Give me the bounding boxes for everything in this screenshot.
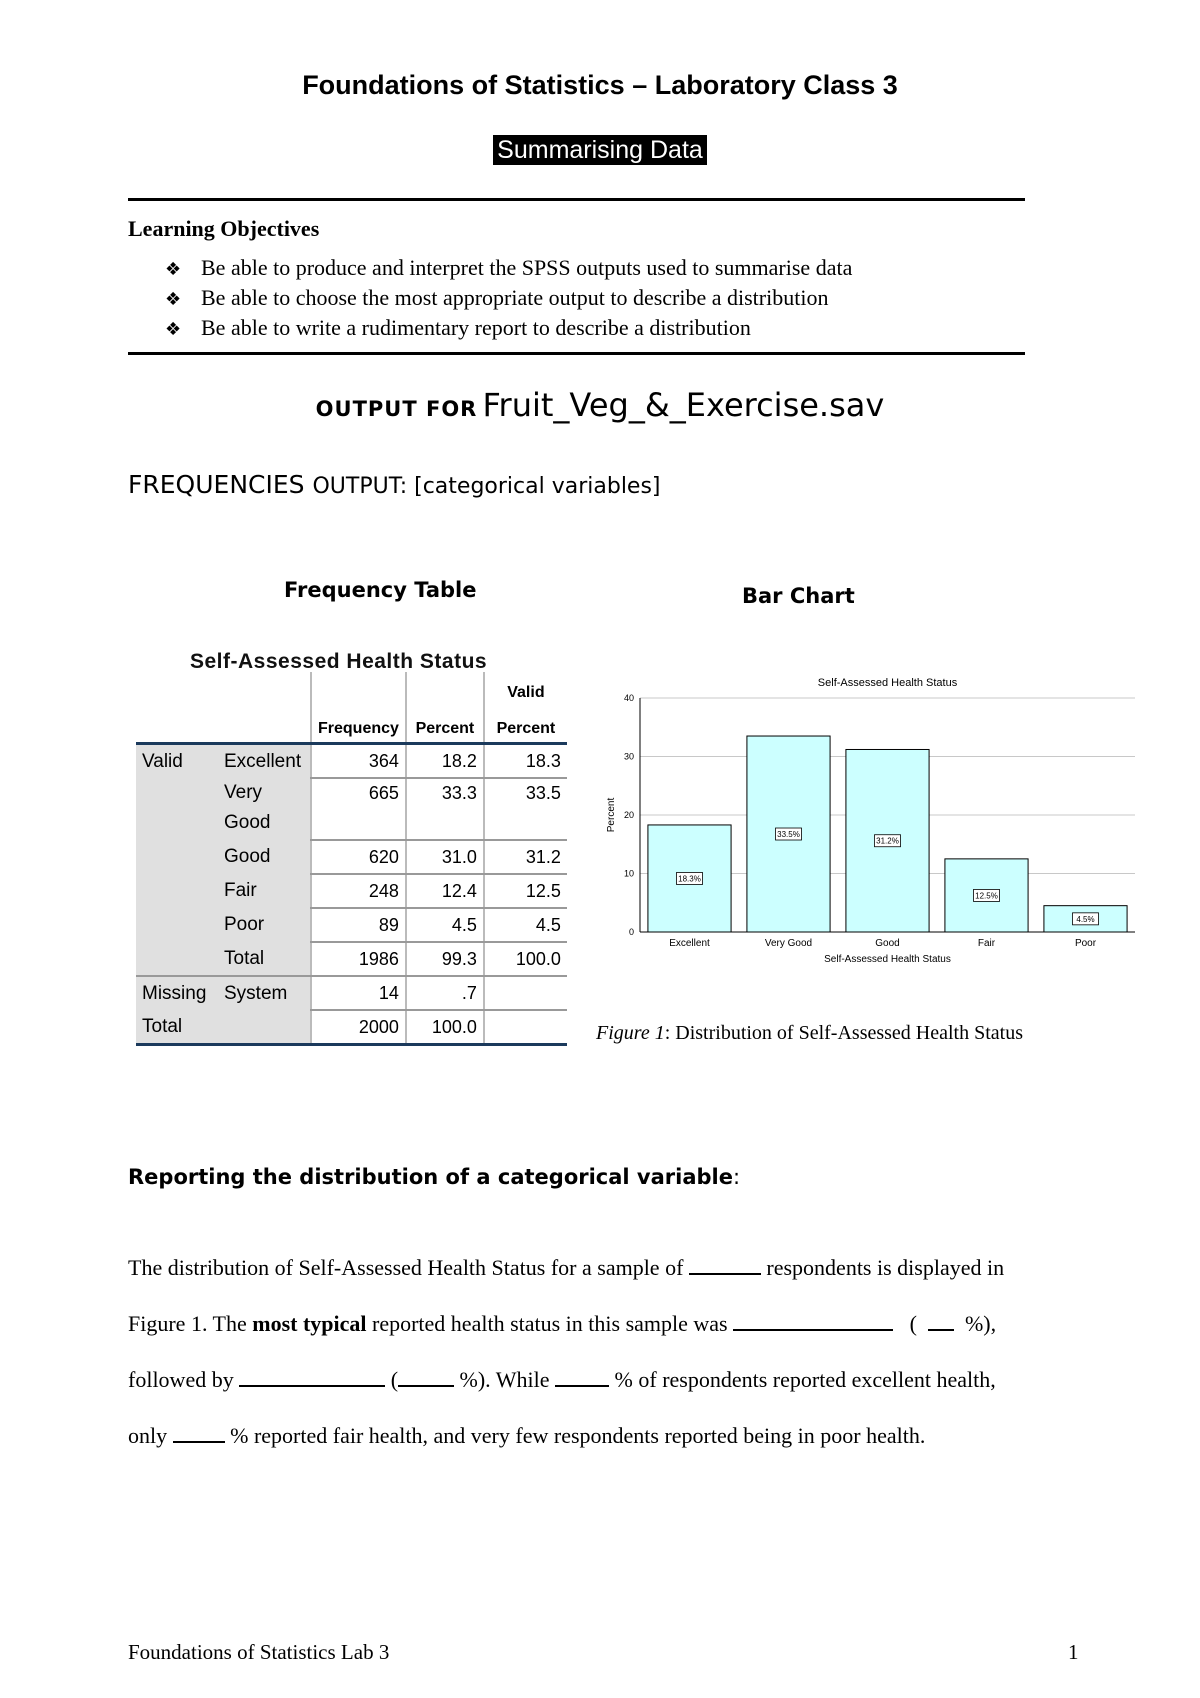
cell-frequency: 364 — [311, 744, 406, 779]
x-tick-label: Fair — [977, 938, 996, 949]
table-row — [136, 1010, 567, 1045]
frequency-table-label: Frequency Table — [284, 578, 477, 602]
diamond-bullet-icon: ❖ — [165, 289, 182, 310]
blank-fair-percent[interactable] — [173, 1423, 225, 1443]
cell-percent: 4.5 — [406, 908, 484, 942]
report-text: only — [128, 1423, 168, 1448]
cell-percent: 33.3 — [406, 778, 484, 840]
x-tick-label: Excellent — [669, 938, 710, 949]
group-label-valid: Valid — [136, 744, 218, 779]
footer-text: Foundations of Statistics Lab 3 — [128, 1640, 390, 1664]
x-tick-label: Very Good — [764, 938, 813, 949]
cell-percent: 12.4 — [406, 874, 484, 908]
report-text: reported health status in this sample was — [372, 1311, 728, 1336]
figure-caption-text: : Distribution of Self-Assessed Health Status — [664, 1022, 1024, 1044]
report-bold-text: most typical — [252, 1311, 367, 1336]
row-label: Poor — [218, 908, 311, 942]
data-label: 33.5% — [777, 830, 800, 840]
blank-most-typical[interactable] — [733, 1311, 893, 1331]
row-label: Total — [218, 942, 311, 976]
cell-frequency: 248 — [311, 874, 406, 908]
page-title: Foundations of Statistics – Laboratory Class 3 — [302, 70, 898, 100]
report-heading — [128, 1165, 740, 1189]
objective-item — [165, 314, 852, 344]
page-subtitle — [0, 136, 1200, 165]
cell-valid-percent: 18.3 — [484, 744, 567, 779]
report-text: % of respondents reported excellent health, — [614, 1367, 996, 1392]
cell-percent: 100.0 — [406, 1010, 484, 1045]
objective-text: Be able to choose the most appropriate output to describe a distribution — [201, 285, 829, 310]
cell-percent: 18.2 — [406, 744, 484, 779]
diamond-bullet-icon: ❖ — [165, 319, 182, 340]
y-tick-label: 10 — [623, 868, 634, 879]
objectives-list — [165, 254, 852, 344]
blank-most-typical-percent[interactable] — [928, 1311, 954, 1331]
cell-frequency: 89 — [311, 908, 406, 942]
cell-valid-percent: 100.0 — [484, 942, 567, 976]
blank-second-percent[interactable] — [398, 1367, 454, 1387]
top-divider — [128, 198, 1025, 201]
objective-item — [165, 284, 852, 314]
y-axis-label: Percent — [606, 797, 617, 833]
cell-valid-percent: 4.5 — [484, 908, 567, 942]
report-heading-text: Reporting the distribution of a categorical variable — [128, 1165, 733, 1189]
blank-excellent-percent[interactable] — [555, 1367, 609, 1387]
y-tick-label: 20 — [623, 810, 634, 820]
cell-valid-percent: 33.5 — [484, 778, 567, 840]
cell-percent: 99.3 — [406, 942, 484, 976]
row-label-line2: Good — [224, 812, 271, 833]
table-row — [136, 840, 567, 874]
report-text: %). While — [459, 1367, 550, 1392]
table-row — [136, 874, 567, 908]
bar-chart-label: Bar Chart — [742, 584, 855, 608]
report-text: ( — [390, 1367, 399, 1392]
percent-header: Percent — [406, 706, 484, 744]
row-label: Fair — [218, 874, 311, 908]
valid-percent-header-1: Valid — [484, 672, 567, 706]
frequencies-heading — [128, 470, 661, 499]
figure-caption — [596, 1022, 1023, 1045]
y-tick-label: 40 — [623, 693, 634, 703]
group-label-total: Total — [136, 1010, 218, 1045]
row-label — [218, 778, 311, 840]
cell-frequency: 14 — [311, 976, 406, 1010]
objective-item — [165, 254, 852, 284]
table-title: Self-Assessed Health Status — [190, 650, 488, 673]
valid-percent-header-2: Percent — [484, 706, 567, 744]
cell-percent: 31.0 — [406, 840, 484, 874]
cell-frequency: 1986 — [311, 942, 406, 976]
group-label-missing: Missing — [136, 976, 218, 1010]
frequency-header: Frequency — [311, 706, 406, 744]
bar-chart — [600, 670, 1140, 970]
frequencies-label: FREQUENCIES — [128, 470, 305, 499]
data-label: 12.5% — [975, 891, 998, 901]
report-text: respondents is displayed in — [766, 1255, 1005, 1280]
diamond-bullet-icon: ❖ — [165, 259, 182, 280]
y-tick-label: 0 — [628, 927, 634, 937]
report-heading-colon: : — [733, 1165, 741, 1189]
frequency-table — [136, 672, 567, 1046]
report-text: %), — [964, 1311, 997, 1336]
cell-frequency: 2000 — [311, 1010, 406, 1045]
data-label: 31.2% — [876, 836, 899, 846]
frequencies-rest: OUTPUT: [categorical variables] — [312, 474, 661, 499]
table-header-row-2 — [136, 706, 567, 744]
table-header-row-1 — [136, 672, 567, 706]
objectives-heading: Learning Objectives — [128, 216, 320, 241]
report-text: ( — [909, 1311, 917, 1336]
data-label: 4.5% — [1076, 914, 1095, 924]
report-text: followed by — [128, 1367, 234, 1392]
table-row — [136, 942, 567, 976]
report-paragraph — [128, 1240, 1088, 1464]
x-tick-label: Good — [875, 938, 900, 949]
table-row — [136, 908, 567, 942]
report-text: The distribution of Self-Assessed Health Status for a sample of — [128, 1255, 684, 1280]
row-label: Excellent — [218, 744, 311, 779]
subtitle-text: Summarising Data — [493, 135, 707, 165]
bottom-divider — [128, 352, 1025, 355]
blank-sample-size[interactable] — [689, 1255, 761, 1275]
row-label-line1: Very — [224, 782, 263, 803]
table-row — [136, 976, 567, 1010]
objective-text: Be able to write a rudimentary report to describe a distribution — [201, 315, 751, 340]
cell-percent: .7 — [406, 976, 484, 1010]
figure-number: Figure 1 — [596, 1022, 665, 1044]
cell-frequency: 620 — [311, 840, 406, 874]
table-row — [136, 744, 567, 779]
chart-title: Self-Assessed Health Status — [817, 677, 958, 689]
y-tick-label: 30 — [623, 751, 634, 762]
row-label: Good — [218, 840, 311, 874]
objective-text: Be able to produce and interpret the SPSS outputs used to summarise data — [201, 255, 853, 280]
output-heading — [0, 386, 1200, 424]
blank-second[interactable] — [239, 1367, 385, 1387]
output-prefix: OUTPUT FOR — [315, 397, 478, 421]
cell-frequency: 665 — [311, 778, 406, 840]
table-row — [136, 778, 567, 840]
report-text: % reported fair health, and very few respondents reported being in poor health. — [230, 1423, 926, 1448]
page-number: 1 — [1068, 1640, 1079, 1664]
output-filename: Fruit_Veg_&_Exercise.sav — [482, 386, 885, 424]
cell-valid-percent: 12.5 — [484, 874, 567, 908]
data-label: 18.3% — [678, 874, 701, 884]
x-axis-label: Self-Assessed Health Status — [824, 954, 951, 965]
report-text: Figure 1. The — [128, 1311, 247, 1336]
x-tick-label: Poor — [1074, 938, 1097, 949]
cell-valid-percent: 31.2 — [484, 840, 567, 874]
row-label: System — [218, 976, 311, 1010]
